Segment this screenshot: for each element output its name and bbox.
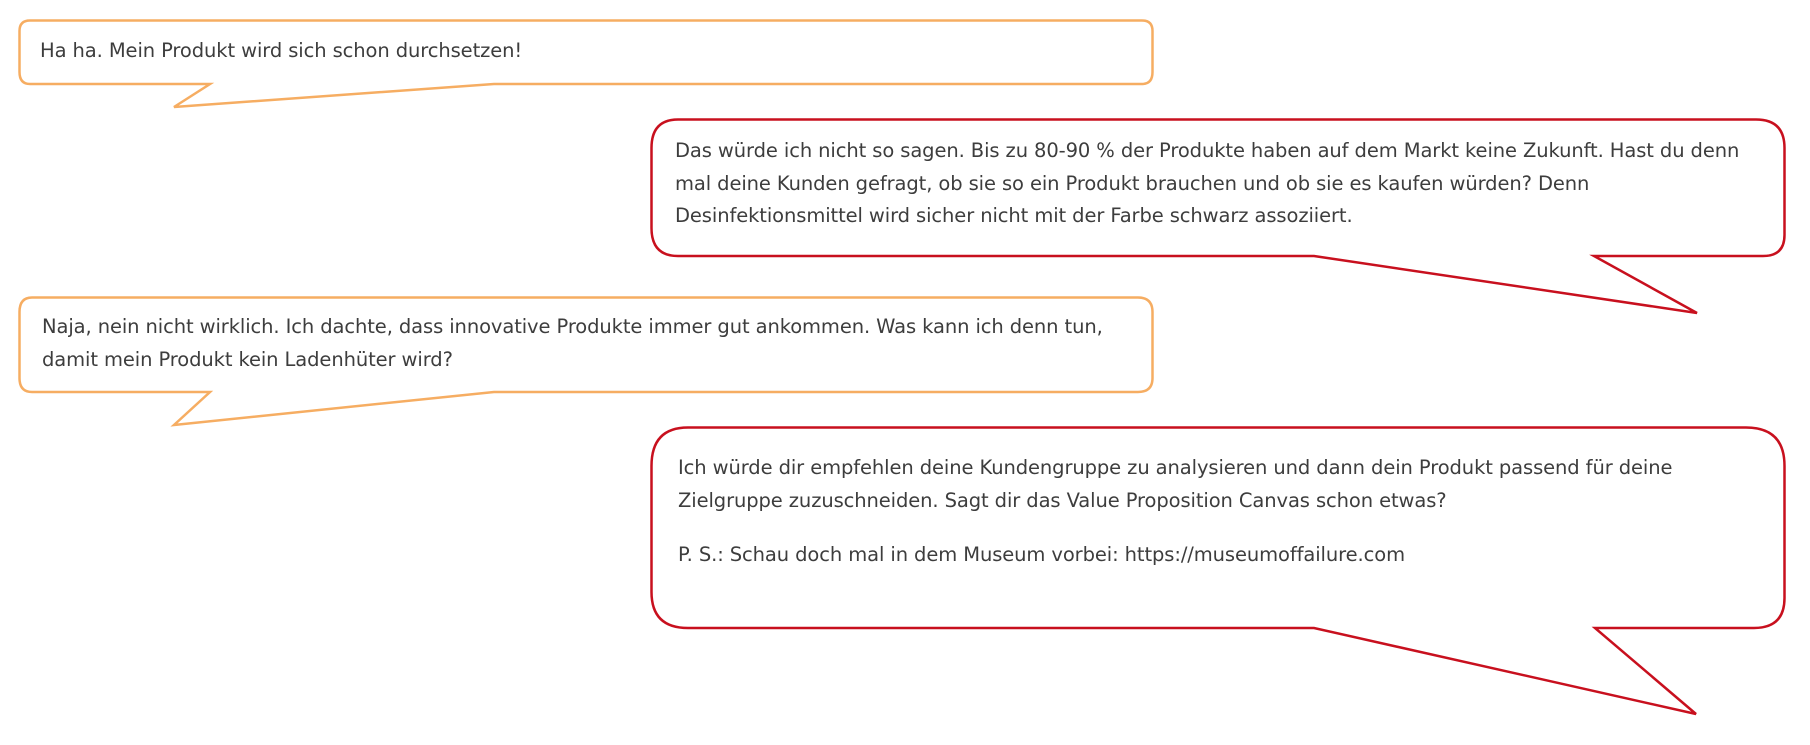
message-paragraph: Das würde ich nicht so sagen. Bis zu 80-90 % der Produkte haben auf dem Markt keine Zukunft. Hast du denn mal deine Kunden gefragt, ob sie so ein Produkt brauchen und ob sie es kaufen würden? Denn Desinfektionsmittel wird sicher nicht mit der Farbe schwarz assoziiert. [675,139,1740,227]
speech-bubble-right [650,118,1786,314]
message-paragraph: Ha ha. Mein Produkt wird sich schon durchsetzen! [40,39,523,62]
message-text [678,452,1768,572]
message-paragraph: P. S.: Schau doch mal in dem Museum vorbei: https://museumoffailure.com [678,543,1405,566]
speech-bubble-right [650,426,1786,716]
message-text [42,311,1132,376]
message-text [675,135,1765,233]
speech-bubble-left [18,296,1154,426]
message-paragraph: Ich würde dir empfehlen deine Kundengruppe zu analysieren und dann dein Produkt passend für deine Zielgruppe zuzuschneiden. Sagt dir das Value Proposition Canvas schon etwas? [678,456,1673,512]
message-paragraph: Naja, nein nicht wirklich. Ich dachte, dass innovative Produkte immer gut ankommen. Was kann ich denn tun, damit mein Produkt kein Ladenhüter wird? [42,315,1103,371]
message-text [40,35,1130,68]
speech-bubble-left [18,19,1154,109]
